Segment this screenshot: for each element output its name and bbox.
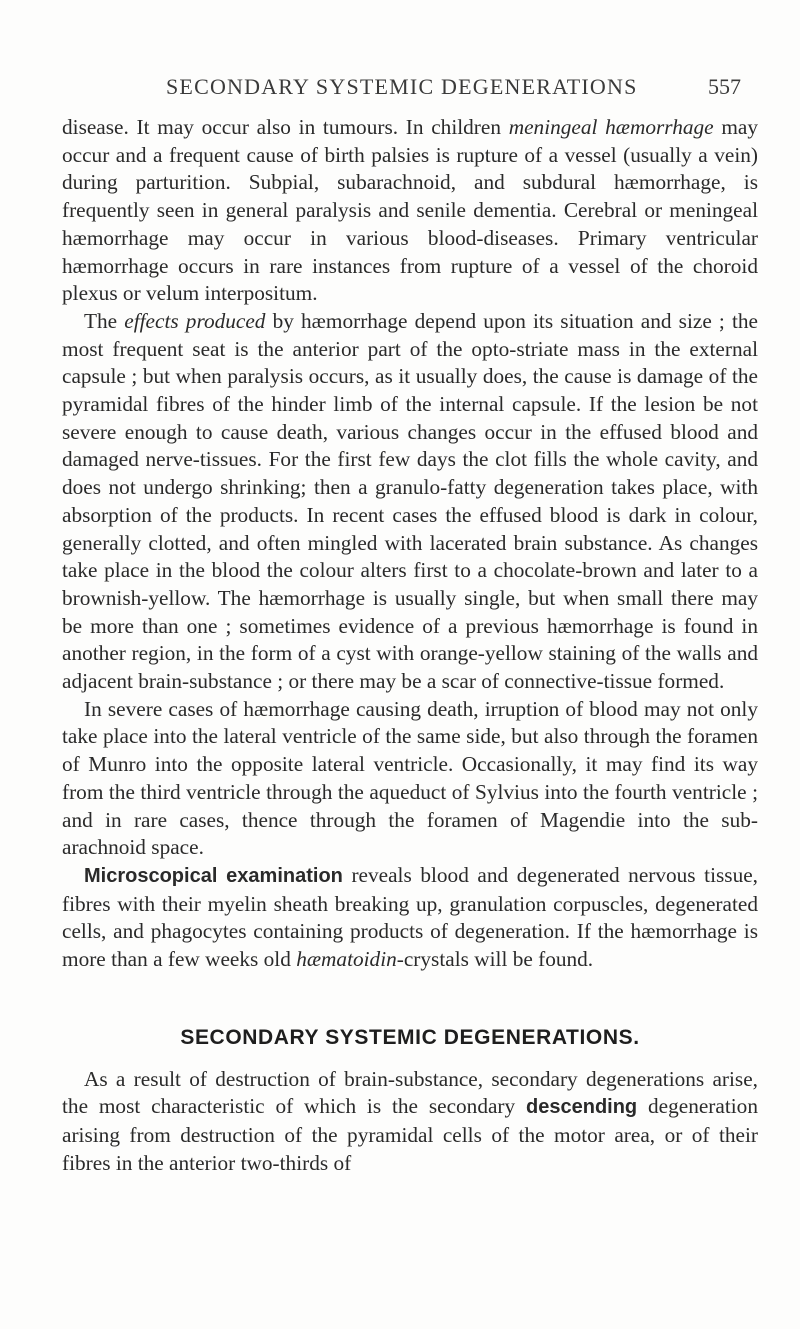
paragraph-severe-cases	[62, 696, 758, 862]
text-run: reveals blood and degenerated nervous tissue, fibres with their myelin sheath breaking up, granulation corpuscles, degenerated cells, and phagocytes containing products of degeneration. If the hæmorrhage is more than a few weeks old	[62, 862, 758, 972]
bold-heading: Microscopical examination	[84, 864, 343, 887]
text-run: -crystals will be found.	[396, 947, 594, 972]
running-head: SECONDARY SYSTEMIC DEGENERATIONS	[166, 74, 638, 99]
paragraph-secondary-degenerations	[62, 1066, 758, 1178]
italic-term: effects produced	[124, 308, 266, 333]
text-run: by hæmorrhage depend upon its situation and size ; the most frequent seat is the anterior part of the opto-striate mass in the external capsule ; but when paralysis occurs, as it usually does, the cause is damage of the pyramidal fibres of the hinder limb of the internal capsule. If the lesion be not severe enough to cause death, various changes occur in the effused blood and damaged nerve-tissues. For the first few days the clot fills the whole cavity, and does not undergo shrinking; then a granulo-fatty degeneration takes place, with absorption of the products. In recent cases the effused blood is dark in colour, generally clotted, and often mingled with lacerated brain substance. As changes take place in the blood the colour alters first to a chocolate-brown and later to a brownish-yellow. The hæmorrhage is usually single, but when small there may be more than one ; sometimes evidence of a previous hæmorrhage is found in another region, in the form of a cyst with orange-yellow staining of the walls and adjacent brain-substance ; or there may be a scar of connective-tissue formed.	[62, 308, 758, 694]
text-run: may occur and a frequent cause of birth palsies is rupture of a vessel (usually a vein) during parturition. Subpial, subarachnoid, and subdural hæmorrhage, is frequently seen in general paralysis and senile dementia. Cerebral or meningeal hæmorrhage may occur in various blood-diseases. Primary ventricular hæmorrhage occurs in rare instances from rupture of a vessel of the choroid plexus or velum interpositum.	[62, 115, 759, 306]
paragraph-haemorrhage-causes	[62, 114, 758, 308]
text-run: As a result of destruction of brain-substance, secondary degenerations arise, the most characteristic of which is the secondary	[62, 1066, 758, 1119]
paragraph-effects-produced	[62, 308, 758, 696]
bold-term: descending	[526, 1096, 638, 1119]
body-text	[62, 114, 758, 1177]
text-run: In severe cases of hæmorrhage causing death, irruption of blood may not only take place into the lateral ventricle of the same side, but also through the foramen of Munro into the opposite lateral ventricle. Occasionally, it may find its way from the third ventricle through the aqueduct of Sylvius into the fourth ventricle ; and in rare cases, thence through the foramen of Magendie into the sub-arachnoid space.	[62, 696, 758, 860]
text-run: The	[84, 308, 125, 333]
paragraph-microscopical	[62, 862, 758, 974]
italic-term: meningeal hæmorrhage	[508, 115, 714, 139]
page-header	[0, 74, 800, 104]
italic-term: hæmatoidin	[296, 947, 397, 972]
text-run: degeneration arising from destruction of the pyramidal cells of the motor area, or of their fibres in the anterior two-thirds of	[62, 1094, 758, 1175]
section-title: SECONDARY SYSTEMIC DEGENERATIONS.	[180, 1025, 640, 1049]
text-run: disease. It may occur also in tumours. In children	[62, 115, 509, 139]
page-number: 557	[708, 74, 741, 99]
